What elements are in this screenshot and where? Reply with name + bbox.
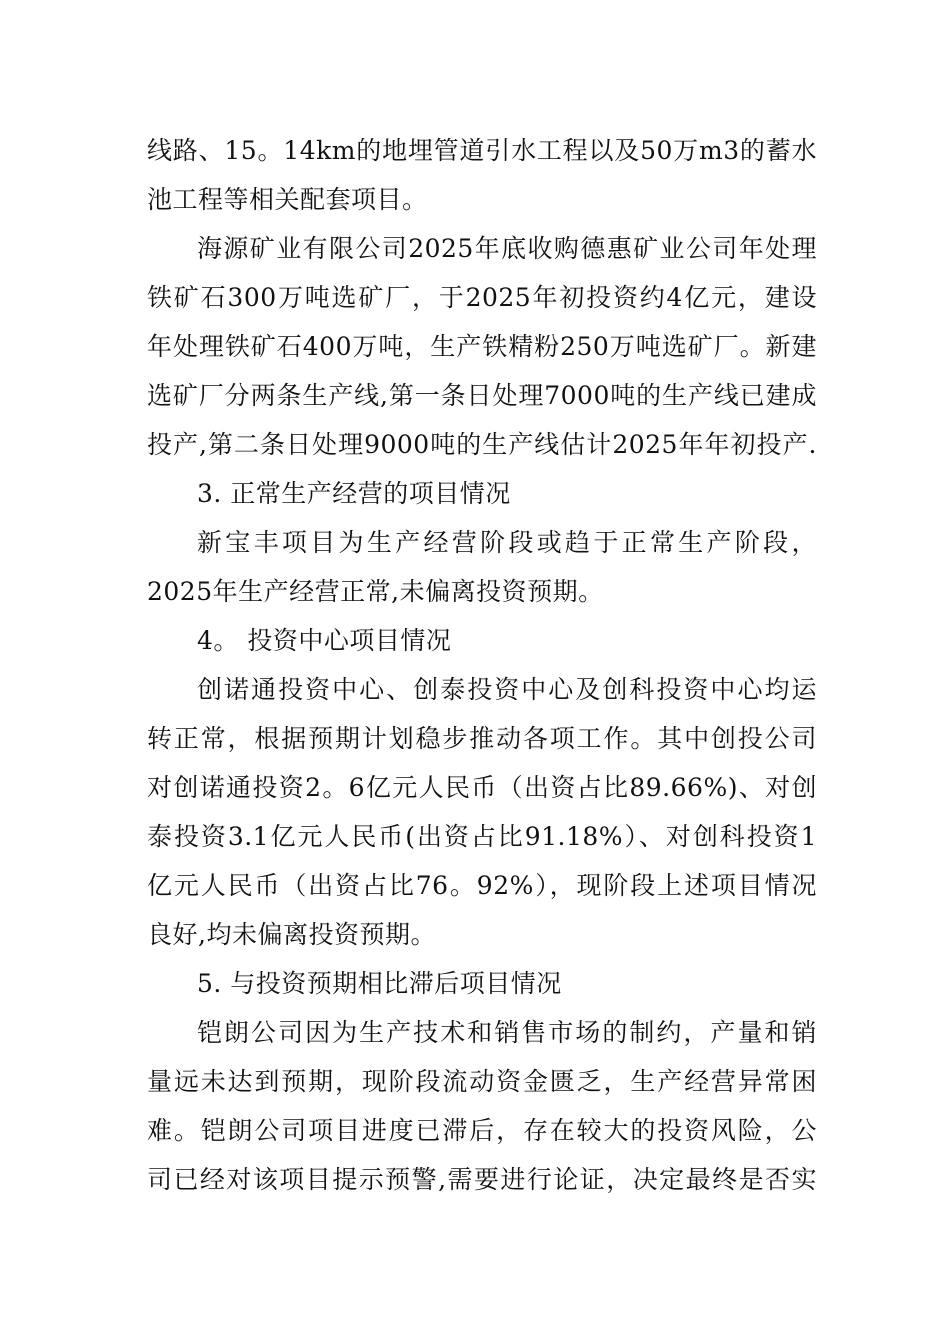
text-line: 司已经对该项目提示预警,需要进行论证，决定最终是否实 <box>147 1165 817 1194</box>
section-heading: 5. 与投资预期相比滞后项目情况 <box>197 969 562 998</box>
text-line: 转正常，根据预期计划稳步推动各项工作。其中创投公司 <box>147 724 817 753</box>
paragraph-start-line: 海源矿业有限公司2025年底收购德惠矿业公司年处理 <box>197 234 817 263</box>
paragraph-start-line: 铠朗公司因为生产技术和销售市场的制约，产量和销 <box>197 1018 817 1047</box>
text-line: 良好,均未偏离投资预期。 <box>147 920 436 949</box>
text-line: 量远未达到预期，现阶段流动资金匮乏，生产经营异常困 <box>147 1067 817 1096</box>
text-line: 亿元人民币（出资占比76。92%），现阶段上述项目情况 <box>147 871 817 900</box>
text-line: 投产,第二条日处理9000吨的生产线估计2025年年初投产. <box>147 430 817 459</box>
text-line: 2025年生产经营正常,未偏离投资预期。 <box>147 577 604 606</box>
text-line: 年处理铁矿石400万吨，生产铁精粉250万吨选矿厂。新建 <box>147 332 817 361</box>
paragraph-start-line: 创诺通投资中心、创泰投资中心及创科投资中心均运 <box>197 675 817 704</box>
text-line: 池工程等相关配套项目。 <box>147 185 428 214</box>
section-heading: 4。 投资中心项目情况 <box>197 626 452 655</box>
text-line: 泰投资3.1亿元人民币(出资占比91.18%）、对创科投资1 <box>147 822 817 851</box>
text-line: 难。铠朗公司项目进度已滞后，存在较大的投资风险，公 <box>147 1116 817 1145</box>
paragraph-start-line: 新宝丰项目为生产经营阶段或趋于正常生产阶段， <box>197 528 817 557</box>
text-line: 线路、15。14km的地埋管道引水工程以及50万m3的蓄水 <box>147 136 817 165</box>
text-line: 选矿厂分两条生产线,第一条日处理7000吨的生产线已建成 <box>147 381 817 410</box>
section-heading: 3. 正常生产经营的项目情况 <box>197 479 511 508</box>
text-line: 铁矿石300万吨选矿厂，于2025年初投资约4亿元，建设 <box>147 283 817 312</box>
text-line: 对创诺通投资2。6亿元人民币（出资占比89.66%)、对创 <box>147 773 817 802</box>
